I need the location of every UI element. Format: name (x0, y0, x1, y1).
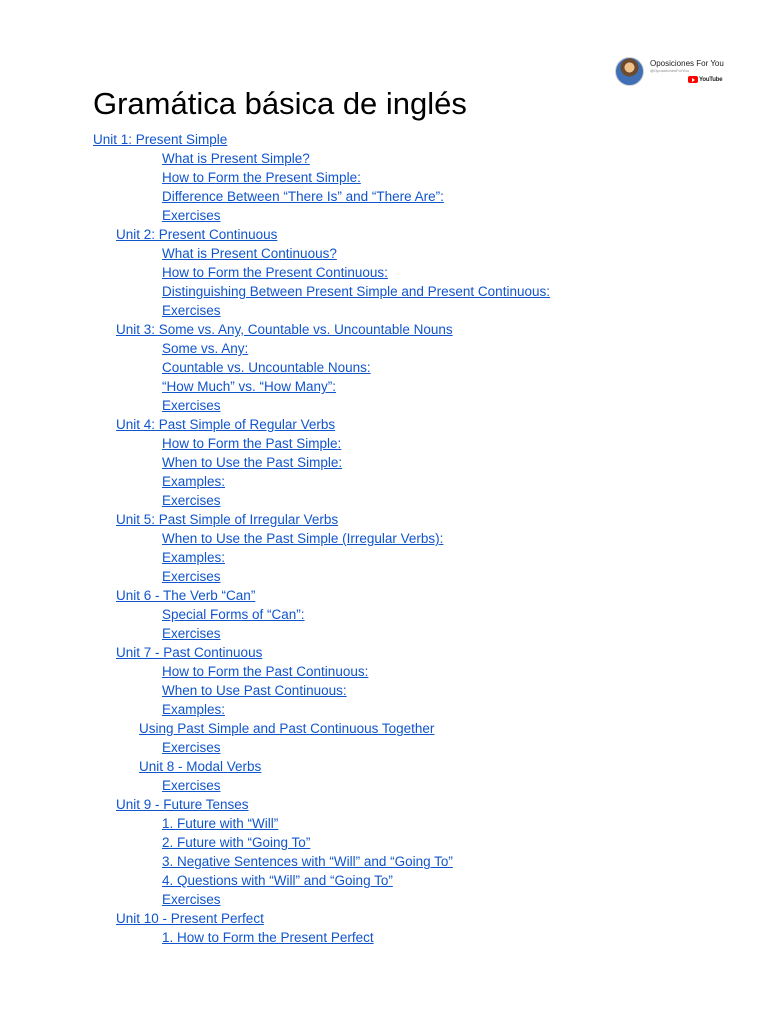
toc-item (0, 643, 550, 662)
toc-link[interactable]: Unit 9 - Future Tenses (116, 797, 249, 812)
toc-item (0, 339, 550, 358)
channel-badge (615, 57, 735, 87)
toc-link[interactable]: Exercises (162, 493, 221, 508)
toc-item (0, 624, 550, 643)
toc-link[interactable]: Unit 2: Present Continuous (116, 227, 278, 242)
channel-name: Oposiciones For You (650, 59, 724, 68)
toc-link[interactable]: Unit 4: Past Simple of Regular Verbs (116, 417, 336, 432)
toc-item (0, 586, 550, 605)
toc-item (0, 928, 550, 947)
toc-item (0, 282, 550, 301)
toc-link[interactable]: Unit 7 - Past Continuous (116, 645, 263, 660)
toc-link[interactable]: When to Use the Past Simple (Irregular Verbs): (162, 531, 444, 546)
toc-link[interactable]: 1. Future with “Will” (162, 816, 279, 831)
toc-link[interactable]: When to Use the Past Simple: (162, 455, 343, 470)
toc-item (0, 529, 550, 548)
toc-item (0, 510, 550, 529)
toc-link[interactable]: Exercises (162, 303, 221, 318)
toc-link[interactable]: Distinguishing Between Present Simple and Present Continuous: (162, 284, 550, 299)
toc-link[interactable]: How to Form the Present Continuous: (162, 265, 388, 280)
toc-item (0, 301, 550, 320)
toc-link[interactable]: Examples: (162, 550, 226, 565)
toc-link[interactable]: Special Forms of “Can”: (162, 607, 305, 622)
toc-link[interactable]: Exercises (162, 778, 221, 793)
toc-link[interactable]: Unit 1: Present Simple (93, 132, 228, 147)
toc-item (0, 757, 550, 776)
toc-item (0, 206, 550, 225)
toc-item (0, 852, 550, 871)
toc-item (0, 567, 550, 586)
toc-link[interactable]: 1. How to Form the Present Perfect (162, 930, 374, 945)
toc-link[interactable]: Unit 10 - Present Perfect (116, 911, 264, 926)
toc-item (0, 700, 550, 719)
toc-item (0, 719, 550, 738)
toc-item (0, 795, 550, 814)
toc-item (0, 814, 550, 833)
toc-item (0, 662, 550, 681)
toc-link[interactable]: 4. Questions with “Will” and “Going To” (162, 873, 393, 888)
table-of-contents (0, 130, 550, 947)
toc-item (0, 776, 550, 795)
toc-item (0, 358, 550, 377)
toc-item (0, 263, 550, 282)
toc-link[interactable]: How to Form the Past Simple: (162, 436, 342, 451)
toc-item (0, 548, 550, 567)
toc-link[interactable]: 3. Negative Sentences with “Will” and “Going To” (162, 854, 453, 869)
toc-item (0, 472, 550, 491)
document-title: Gramática básica de inglés (93, 86, 467, 121)
toc-item (0, 415, 550, 434)
toc-item (0, 890, 550, 909)
toc-item (0, 681, 550, 700)
toc-link[interactable]: Examples: (162, 702, 226, 717)
youtube-play-icon (688, 76, 698, 83)
toc-item (0, 453, 550, 472)
toc-item (0, 244, 550, 263)
toc-item (0, 833, 550, 852)
channel-handle: @OposicionesForYou (650, 68, 689, 73)
toc-item (0, 320, 550, 339)
toc-link[interactable]: Using Past Simple and Past Continuous Together (139, 721, 435, 736)
channel-avatar (615, 57, 644, 86)
toc-link[interactable]: How to Form the Past Continuous: (162, 664, 369, 679)
toc-link[interactable]: Examples: (162, 474, 226, 489)
toc-link[interactable]: Exercises (162, 892, 221, 907)
toc-link[interactable]: Exercises (162, 626, 221, 641)
toc-link[interactable]: Unit 3: Some vs. Any, Countable vs. Uncountable Nouns (116, 322, 453, 337)
toc-link[interactable]: Countable vs. Uncountable Nouns: (162, 360, 371, 375)
toc-link[interactable]: Exercises (162, 740, 221, 755)
toc-item (0, 225, 550, 244)
toc-item (0, 168, 550, 187)
toc-link[interactable]: Exercises (162, 208, 221, 223)
toc-link[interactable]: Exercises (162, 569, 221, 584)
toc-link[interactable]: What is Present Continuous? (162, 246, 337, 261)
toc-item (0, 149, 550, 168)
toc-item (0, 871, 550, 890)
toc-link[interactable]: Some vs. Any: (162, 341, 249, 356)
toc-link[interactable]: “How Much” vs. “How Many”: (162, 379, 337, 394)
toc-item (0, 396, 550, 415)
youtube-logo (688, 76, 722, 83)
toc-link[interactable]: How to Form the Present Simple: (162, 170, 361, 185)
toc-item (0, 738, 550, 757)
toc-item (0, 377, 550, 396)
toc-link[interactable]: Unit 5: Past Simple of Irregular Verbs (116, 512, 339, 527)
toc-link[interactable]: Unit 6 - The Verb “Can” (116, 588, 256, 603)
toc-link[interactable]: Exercises (162, 398, 221, 413)
toc-item (0, 909, 550, 928)
toc-item (0, 434, 550, 453)
toc-item (0, 130, 550, 149)
toc-link[interactable]: 2. Future with “Going To” (162, 835, 311, 850)
toc-item (0, 187, 550, 206)
toc-link[interactable]: What is Present Simple? (162, 151, 310, 166)
toc-link[interactable]: When to Use Past Continuous: (162, 683, 347, 698)
youtube-label: YouTube (699, 76, 723, 83)
toc-item (0, 605, 550, 624)
toc-link[interactable]: Unit 8 - Modal Verbs (139, 759, 262, 774)
toc-item (0, 491, 550, 510)
toc-link[interactable]: Difference Between “There Is” and “There Are”: (162, 189, 444, 204)
